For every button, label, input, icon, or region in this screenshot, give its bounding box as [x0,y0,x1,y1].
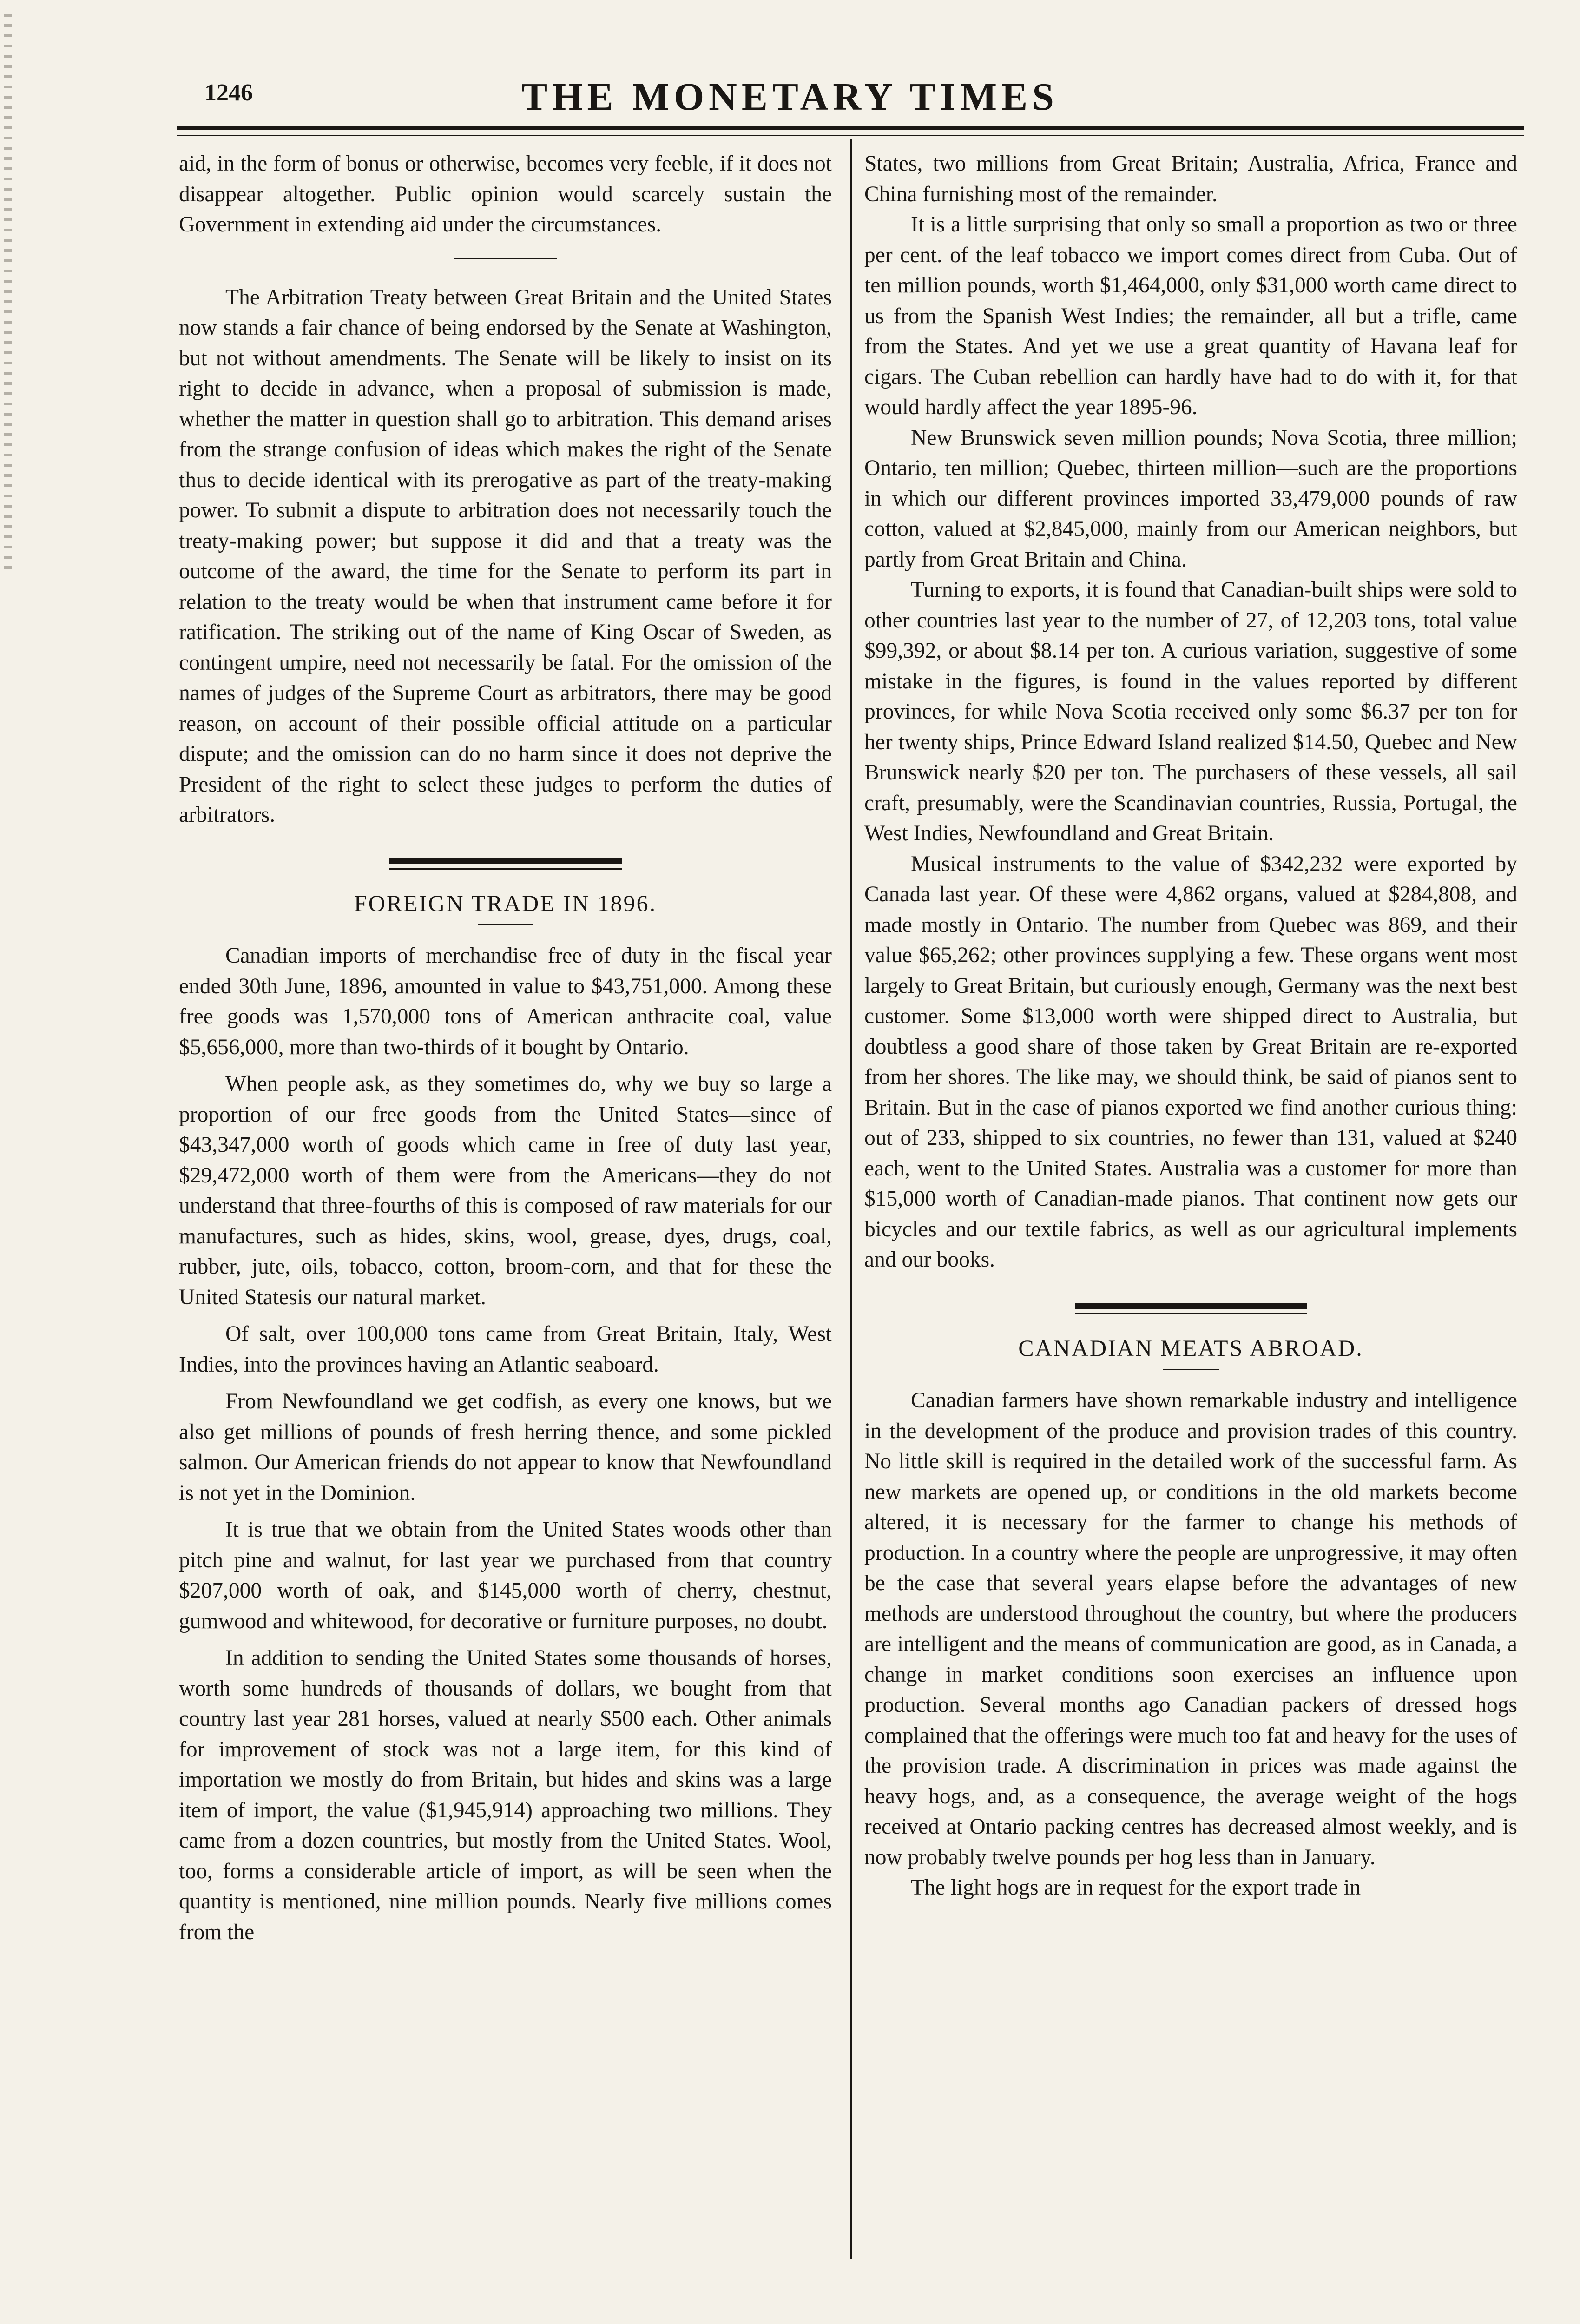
right-column [864,149,1517,1903]
arbitration-paragraph: The Arbitration Treaty between Great Britain and the United States now stands a fair chance of being endorsed by the Senate at Washington, but not without amendments. The Senate will be likely to insist on its right to decide in advance, when a proposal of submission is made, whether the matter in question shall go to arbitration. This demand arises from the strange confusion of ideas which makes the right of the Senate thus to decide identical with its prerogative as part of the treaty-making power. To submit a dispute to arbitration does not necessarily touch the treaty-making power; but suppose it did and that a treaty was the outcome of the award, the time for the Senate to perform its part in relation to the treaty would be when that instrument came before it for ratification. The striking out of the name of King Oscar of Sweden, as contingent umpire, need not necessarily be fatal. For the omission of the names of judges of the Supreme Court as arbitrators, there may be good reason, on account of their possible official attitude on a particular dispute; and the omission can do no harm since it does not deprive the President of the right to select these judges to perform the duties of arbitrators. [179,285,832,827]
article-paragraph: Canadian imports of merchandise free of duty in the fiscal year ended 30th June, 1896, amounted in value to $43,751,000. Among these free goods was 1,570,000 tons of American anthracite coal, value $5,656,000, more than two-thirds of it bought by Ontario. [179,944,832,1059]
foreign-trade-title: FOREIGN TRADE IN 1896. [354,890,657,916]
header-rule-thin [177,135,1524,136]
article-paragraph: The light hogs are in request for the export trade in [911,1875,1361,1900]
section-rule [1075,1303,1307,1314]
title-underline [1163,1369,1219,1370]
section-rule [389,858,622,870]
paragraph-separator [454,258,557,259]
canadian-meats-title: CANADIAN MEATS ABROAD. [1018,1334,1363,1361]
article-paragraph: In addition to sending the United States some thousands of horses, worth some hundreds of thousands of dollars, we bought from that country last year 281 horses, valued at nearly $500 each. Other animals for improvement of stock was not a large item, for this kind of importation we mostly do from Britain, but hides and skins was a large item of import, the value ($1,945,914) approaching two millions. They came from a dozen countries, but mostly from the United States. Wool, too, forms a considerable article of import, as will be seen when the quantity is mentioned, nine million pounds. Nearly five millions comes from the [179,1646,832,1944]
article-paragraph: New Brunswick seven million pounds; Nova Scotia, three million; Ontario, ten million; Quebec, thirteen million—such are the proportions in which our different provinces imported 33,479,000 pounds of raw cotton, valued at $2,845,000, mainly from our American neighbors, but partly from Great Britain and China. [864,425,1517,572]
article-paragraph: When people ask, as they sometimes do, why we buy so large a proportion of our free goods from the United States—since of $43,347,000 worth of goods which came in free of duty last year, $29,472,000 worth of them were from the Americans—they do not understand that three-fourths of this is composed of raw materials for our manufactures, such as hides, skins, wool, grease, dyes, drugs, coal, rubber, jute, oils, tobacco, cotton, broom-corn, and that for these the United Statesis our natural market. [179,1072,832,1309]
intro-paragraph: aid, in the form of bonus or otherwise, becomes very feeble, if it does not disappear altogether. Public opinion would scarcely sustain the Government in extending aid under the circumstances. [179,152,832,237]
article-paragraph: It is a little surprising that only so small a proportion as two or three per cent. of the leaf tobacco we import comes direct from Cuba. Out of ten million pounds, worth $1,464,000, only $31,000 worth came direct to us from the Spanish West Indies; the remainder, all but a trifle, came from the States. And yet we use a great quantity of Havana leaf for cigars. The Cuban rebellion can hardly have had to do with it, for that would hardly affect the year 1895-96. [864,212,1517,419]
article-paragraph: From Newfoundland we get codfish, as every one knows, but we also get millions of pounds of fresh herring thence, and some pickled salmon. Our American friends do not appear to know that Newfoundland is not yet in the Dominion. [179,1389,832,1505]
title-underline [478,924,533,925]
article-paragraph: Canadian farmers have shown remarkable industry and intelligence in the development of the produce and provision trades of this country. No little skill is required in the detailed work of the successful farm. As new markets are opened up, or conditions in the old markets become altered, it is necessary for the farmer to change his methods of production. In a country where the people are unprogressive, it may often be the case that several years elapse before the advantages of new methods are understood throughout the country, but where the producers are intelligent and the means of communication are good, as in Canada, a change in market conditions soon exercises an influence upon production. Several months ago Canadian packers of dressed hogs complained that the offerings were much too fat and heavy for the uses of the provision trade. A discrimination in prices was made against the heavy hogs, and, as a consequence, the average weight of the hogs received at Ontario packing centres has decreased almost weekly, and is now probably twelve pounds per hog less than in January. [864,1388,1517,1869]
left-column [179,149,832,1948]
article-paragraph: It is true that we obtain from the United States woods other than pitch pine and walnut, for last year we purchased from that country $207,000 worth of oak, and $145,000 worth of cherry, chestnut, gumwood and whitewood, for decorative or furniture purposes, no doubt. [179,1518,832,1633]
article-paragraph: Turning to exports, it is found that Canadian-built ships were sold to other countries last year to the number of 27, of 12,203 tons, total value $99,392, or about $8.14 per ton. A curious variation, suggestive of some mistake in the figures, is found in the values reported by different provinces, for while Nova Scotia received only some $6.37 per ton for her twenty ships, Prince Edward Island realized $14.50, Quebec and New Brunswick nearly $20 per ton. The purchasers of these vessels, all sail craft, presumably, were the Scandinavian countries, Russia, Portugal, the West Indies, Newfoundland and Great Britain. [864,578,1517,845]
column-divider [850,139,852,2259]
article-paragraph: Musical instruments to the value of $342,232 were exported by Canada last year. Of these were 4,862 organs, valued at $284,808, and made mostly in Ontario. The number from Quebec was 869, and their value $65,262; other provinces supplying a few. These organs went most largely to Great Britain, but curiously enough, Germany was the next best customer. Some $13,000 worth were shipped direct to Australia, but doubtless a good share of those taken by Great Britain are re-exported from her shores. The like may, we should think, be said of pianos sent to Britain. But in the case of pianos exported we find another curious thing: out of 233, shipped to six countries, no fewer than 131, valued at $240 each, went to the United States. Australia was a customer for more than $15,000 worth of Canadian-made pianos. That continent now gets our bicycles and our textile fabrics, as well as our agricultural implements and our books. [864,852,1517,1272]
article-paragraph: Of salt, over 100,000 tons came from Great Britain, Italy, West Indies, into the provinces having an Atlantic seaboard. [179,1322,832,1377]
article-paragraph: States, two millions from Great Britain; Australia, Africa, France and China furnishing most of the remainder. [864,152,1517,206]
masthead-title: THE MONETARY TIMES [521,75,1059,119]
page-number: 1246 [204,79,253,106]
header-rule-thick [177,126,1524,130]
